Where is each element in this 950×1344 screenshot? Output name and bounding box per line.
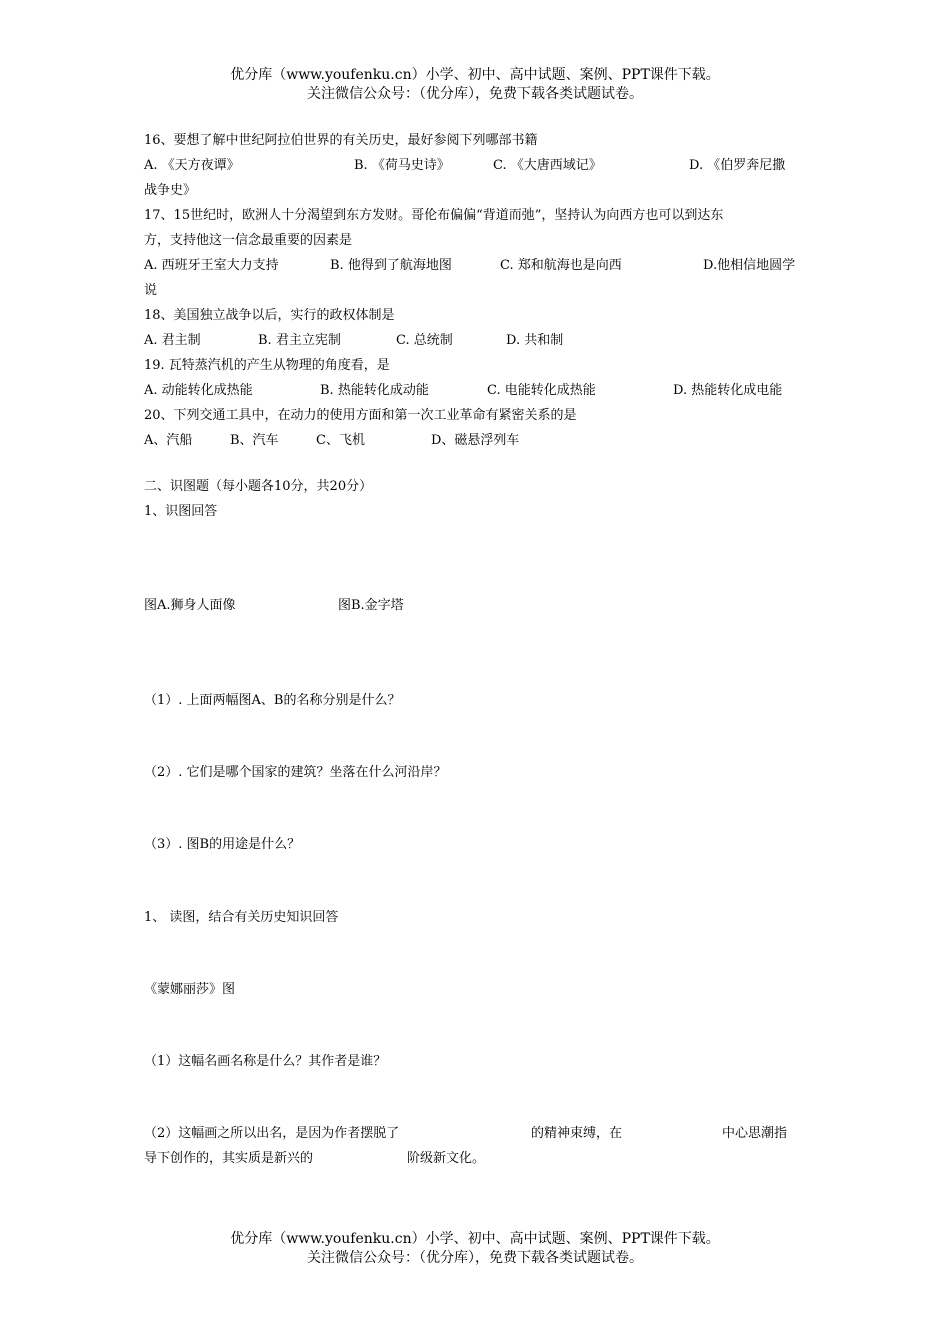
part1-question-1: （1）. 上面两幅图A、B的名称分别是什么？ (144, 693, 401, 708)
part2-question-1: （1）这幅名画名称是什么？其作者是谁？ (144, 1054, 387, 1069)
q19-option-c: C. 电能转化成热能 (487, 383, 596, 398)
q18-option-a: A. 君主制 (144, 333, 201, 348)
q16-option-b: B. 《荷马史诗》 (354, 158, 450, 173)
q19-option-b: B. 热能转化成动能 (320, 383, 429, 398)
page-footer-line1: 优分库（www.youfenku.cn）小学、初中、高中试题、案例、PPT课件下载。 (230, 1231, 720, 1247)
q19-stem: 19. 瓦特蒸汽机的产生从物理的角度看，是 (144, 358, 390, 373)
q16-stem: 16、要想了解中世纪阿拉伯世界的有关历史，最好参阅下列哪部书籍 (144, 133, 538, 148)
part1-question-2: （2）. 它们是哪个国家的建筑？坐落在什么河沿岸？ (144, 765, 447, 780)
part2-question-2-line2-part2: 阶级新文化。 (407, 1151, 486, 1166)
page-footer-line2: 关注微信公众号：（优分库），免费下载各类试题试卷。 (307, 1250, 643, 1266)
part2-title: 1、 读图，结合有关历史知识回答 (144, 910, 339, 925)
q20-option-b: B、汽车 (230, 433, 279, 448)
q17-option-b: B. 他得到了航海地图 (330, 258, 452, 273)
part2-question-2-line2-part1: 导下创作的，其实质是新兴的 (144, 1151, 314, 1166)
part2-question-2-part1: （2）这幅画之所以出名，是因为作者摆脱了 (144, 1126, 400, 1141)
page-header-line2: 关注微信公众号：（优分库），免费下载各类试题试卷。 (307, 86, 643, 102)
q17-stem: 17、15世纪时，欧洲人十分渴望到东方发财。哥伦布偏偏“背道而弛”，坚持认为向西方也可以到达东 (144, 208, 724, 223)
part1-title: 1、识图回答 (144, 504, 218, 519)
q16-option-d: D. 《伯罗奔尼撒 (689, 158, 786, 173)
q19-option-d: D. 热能转化成电能 (673, 383, 783, 398)
caption-figure-a: 图A.狮身人面像 (144, 598, 236, 613)
part2-caption: 《蒙娜丽莎》图 (144, 982, 236, 997)
q17-option-c: C. 郑和航海也是向西 (500, 258, 622, 273)
q20-stem: 20、下列交通工具中，在动力的使用方面和第一次工业革命有紧密关系的是 (144, 408, 577, 423)
caption-figure-b: 图B.金字塔 (338, 598, 404, 613)
q16-option-d-cont: 战争史》 (144, 183, 197, 198)
q20-option-c: C、飞机 (316, 433, 365, 448)
q17-option-d-cont: 说 (144, 283, 158, 298)
q17-option-a: A. 西班牙王室大力支持 (144, 258, 279, 273)
part1-question-3: （3）. 图B的用途是什么？ (144, 837, 301, 852)
q17-stem-cont: 方，支持他这一信念最重要的因素是 (144, 233, 353, 248)
q18-stem: 18、美国独立战争以后，实行的政权体制是 (144, 308, 395, 323)
part2-question-2-part2: 的精神束缚，在 (531, 1126, 623, 1141)
q17-option-d: D.他相信地圆学 (703, 258, 796, 273)
q16-option-c: C. 《大唐西域记》 (493, 158, 602, 173)
q18-option-b: B. 君主立宪制 (258, 333, 341, 348)
part2-question-2-part3: 中心思潮指 (722, 1126, 788, 1141)
q20-option-a: A、汽船 (144, 433, 193, 448)
q16-option-a: A. 《天方夜谭》 (144, 158, 240, 173)
page-header-line1: 优分库（www.youfenku.cn）小学、初中、高中试题、案例、PPT课件下载。 (230, 67, 720, 83)
q20-option-d: D、磁悬浮列车 (431, 433, 520, 448)
section2-title: 二、识图题（每小题各10分，共20分） (144, 479, 373, 494)
q18-option-c: C. 总统制 (396, 333, 453, 348)
q18-option-d: D. 共和制 (506, 333, 564, 348)
q19-option-a: A. 动能转化成热能 (144, 383, 253, 398)
